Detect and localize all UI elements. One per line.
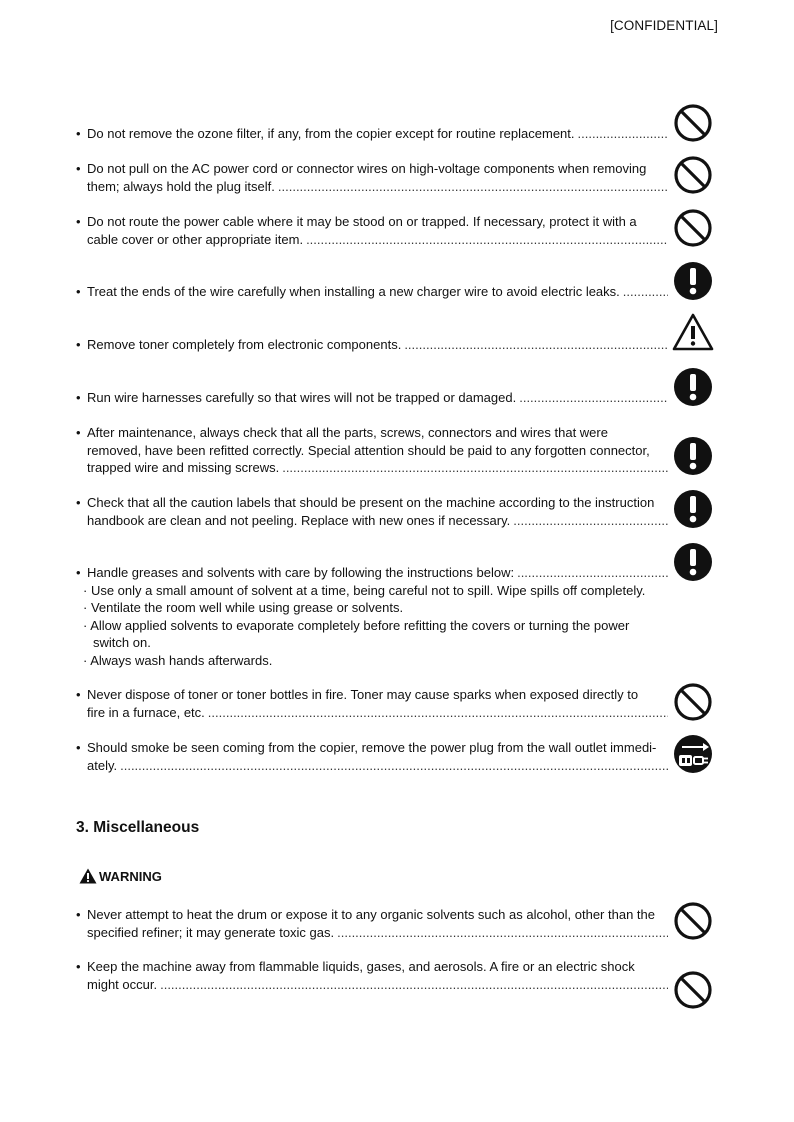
leader-dots (517, 564, 668, 582)
warning-triangle-icon (79, 868, 97, 884)
prohibition-icon (673, 103, 713, 143)
list-item: • Do not pull on the AC power cord or connector wires on high-voltage components when removing them; always hold the plug itself. ..... (76, 160, 668, 195)
sub-item: switch on. (93, 635, 151, 650)
item-text: Run wire harnesses carefully so that wires will not be trapped or damaged. (87, 390, 517, 405)
warning-label (79, 868, 162, 884)
list-item: • Remove toner completely from electronic components. ..... (76, 336, 668, 354)
unplug-icon (673, 734, 713, 774)
item-text: Handle greases and solvents with care by following the instructions below: (87, 565, 515, 580)
list-item: • Keep the machine away from flammable liquids, gases, and aerosols. A fire or an electric shock might occur. ..... (76, 958, 668, 993)
item-text: Do not pull on the AC power cord or connector wires on high-voltage components when removing (87, 161, 647, 176)
list-item: • Do not route the power cable where it may be stood on or trapped. If necessary, protect it with a cable cover or other appropriate item. ..... (76, 213, 668, 248)
leader-dots (208, 704, 668, 722)
list-item: • Check that all the caution labels that should be present on the machine according to the instruction handbook are clean and not peeling. Replace with new ones if necessary. ..... (76, 494, 668, 529)
mandatory-action-icon (673, 367, 713, 407)
item-text: Treat the ends of the wire carefully when installing a new charger wire to avoid electric leaks. (87, 284, 620, 299)
leader-dots (282, 459, 668, 477)
mandatory-action-icon (673, 489, 713, 529)
prohibition-icon (673, 970, 713, 1010)
prohibition-icon (673, 682, 713, 722)
leader-dots (519, 389, 668, 407)
item-text: Should smoke be seen coming from the copier, remove the power plug from the wall outlet immedi- (87, 740, 657, 755)
list-item: • Run wire harnesses carefully so that wires will not be trapped or damaged. ..... (76, 389, 668, 407)
list-item: • Never dispose of toner or toner bottles in fire. Toner may cause sparks when exposed directly to fire in a furnace, etc. ..... (76, 686, 668, 721)
list-item: • Never attempt to heat the drum or expose it to any organic solvents such as alcohol, other than the specified refiner; it may generate toxic gas. ..... (76, 906, 668, 941)
mandatory-action-icon (673, 261, 713, 301)
item-text: specified refiner; it may generate toxic gas. (87, 924, 335, 940)
item-text: ately. (87, 757, 118, 773)
item-text: handbook are clean and not peeling. Replace with new ones if necessary. (87, 512, 511, 528)
mandatory-action-icon (673, 436, 713, 476)
leader-dots (306, 231, 668, 249)
item-text: might occur. (87, 976, 158, 992)
caution-triangle-icon (672, 312, 714, 352)
prohibition-icon (673, 901, 713, 941)
list-item: • Handle greases and solvents with care by following the instructions below: ..... · Use only a small amount of solvent at a time, being careful not to spill. Wipe spills off completely. · Ventilate the room well while using grease or solvents. · Allow applied solvents to evaporate completely before refitting the covers or turning the power switch on. · Always wash hands afterwards. (76, 564, 668, 669)
warning-text: WARNING (99, 868, 162, 884)
leader-dots (278, 178, 668, 196)
leader-dots (404, 336, 668, 354)
leader-dots (623, 283, 668, 301)
leader-dots (337, 924, 668, 942)
list-item: • After maintenance, always check that all the parts, screws, connectors and wires that were removed, have been refitted correctly. Special attention should be paid to any forgotten connector, trapped wire and missing screws. ..... (76, 424, 668, 477)
leader-dots (120, 757, 668, 775)
section-heading: 3. Miscellaneous (76, 819, 200, 836)
item-text: trapped wire and missing screws. (87, 460, 280, 475)
item-text: Do not route the power cable where it may be stood on or trapped. If necessary, protect it with a (87, 214, 637, 229)
leader-dots (578, 125, 668, 143)
item-text: removed, have been refitted correctly. Special attention should be paid to any forgotten connector, (87, 442, 650, 458)
sub-item: · Allow applied solvents to evaporate completely before refitting the covers or turning the power (83, 617, 630, 633)
leader-dots (160, 976, 668, 994)
item-text: them; always hold the plug itself. (87, 178, 275, 194)
sub-item: · Ventilate the room well while using grease or solvents. (83, 600, 404, 615)
item-text: Remove toner completely from electronic components. (87, 337, 402, 352)
item-text: Keep the machine away from flammable liquids, gases, and aerosols. A fire or an electric shock (87, 959, 635, 974)
list-item: • Should smoke be seen coming from the copier, remove the power plug from the wall outlet immedi- ately. ..... (76, 739, 668, 774)
item-text: Never dispose of toner or toner bottles in fire. Toner may cause sparks when exposed directly to (87, 687, 639, 702)
item-text: Check that all the caution labels that should be present on the machine according to the instruction (87, 495, 655, 510)
item-text: Never attempt to heat the drum or expose it to any organic solvents such as alcohol, other than the (87, 907, 655, 922)
item-text: cable cover or other appropriate item. (87, 231, 304, 247)
list-item: • Do not remove the ozone filter, if any, from the copier except for routine replacement. ..... (76, 125, 668, 143)
item-text: After maintenance, always check that all the parts, screws, connectors and wires that were (87, 425, 608, 440)
mandatory-action-icon (673, 542, 713, 582)
prohibition-icon (673, 208, 713, 248)
item-text: Do not remove the ozone filter, if any, from the copier except for routine replacement. (87, 126, 575, 141)
prohibition-icon (673, 155, 713, 195)
leader-dots (513, 512, 668, 530)
item-text: fire in a furnace, etc. (87, 704, 205, 720)
confidential-label: [CONFIDENTIAL] (610, 18, 718, 33)
sub-item: · Always wash hands afterwards. (83, 652, 273, 668)
list-item: • Treat the ends of the wire carefully when installing a new charger wire to avoid electric leaks. ..... (76, 283, 668, 301)
sub-item: · Use only a small amount of solvent at a time, being careful not to spill. Wipe spills off completely. (83, 582, 646, 598)
